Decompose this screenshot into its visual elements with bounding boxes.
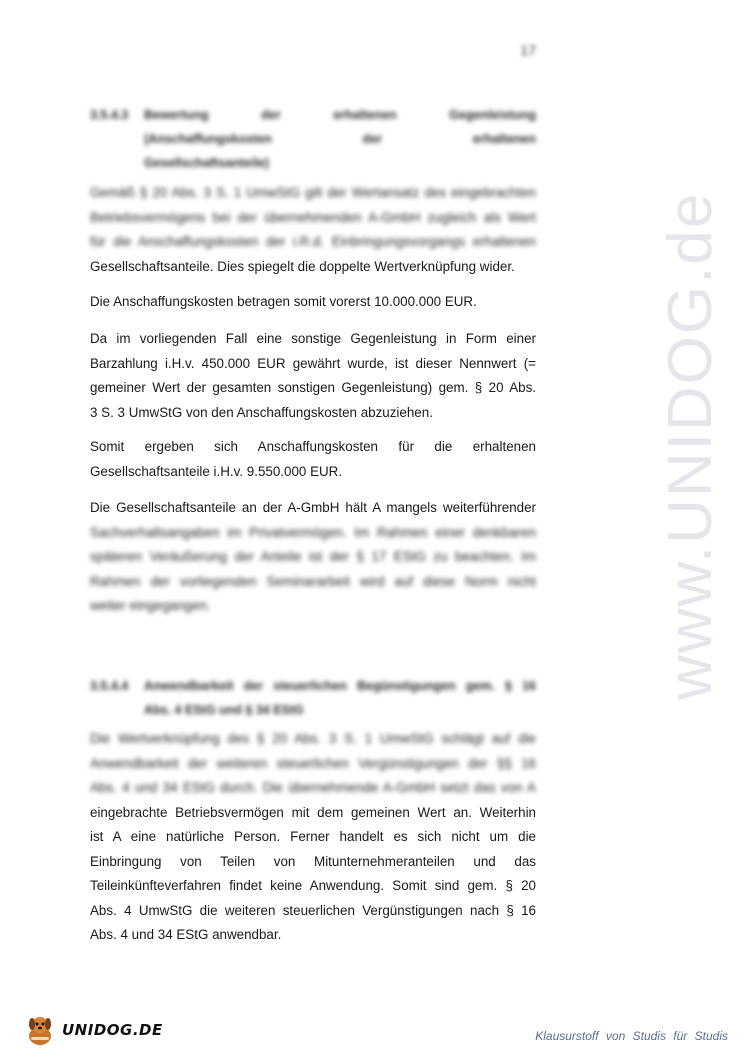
- text-line: Betriebsvermögens bei der übernehmenden A-GmbH zugleich als Wert: [90, 209, 536, 225]
- text-line: Abs. 4 und 34 EStG anwendbar.: [90, 927, 282, 942]
- text-line: Abs. 4 und 34 EStG durch. Die übernehmende A-GmbH setzt das von A: [90, 780, 536, 795]
- text-line: Barzahlung i.H.v. 450.000 EUR gewährt wurde, ist dieser Nennwert (=: [90, 355, 536, 371]
- paragraph-3: [90, 327, 536, 425]
- text-line: für die Anschaffungskosten der i.R.d. Einbringungsvorgangs erhaltenen: [90, 234, 536, 249]
- title-line: Anwendbarkeit der steuerlichen Begünstigungen gem. § 16: [144, 679, 536, 693]
- paragraph-2: [90, 290, 536, 315]
- text-line: weiter eingegangen.: [90, 598, 211, 613]
- text-line: Gemäß § 20 Abs. 3 S. 1 UmwStG gilt der Wertansatz des eingebrachten: [90, 185, 536, 200]
- section-number: 3.5.4.4: [90, 679, 129, 693]
- title-line: Gesellschaftsanteile): [144, 156, 270, 170]
- text-line: Gesellschaftsanteile. Dies spiegelt die doppelte Wertverknüpfung wider.: [90, 258, 515, 274]
- text-line: Abs. 4 UmwStG die weiteren steuerlichen Vergünstigungen nach § 16: [90, 902, 536, 918]
- text-line: eingebrachte Betriebsvermögen mit dem gemeinen Wert an. Weiterhin: [90, 804, 536, 820]
- text-line: Somit ergeben sich Anschaffungskosten für die erhaltenen: [90, 439, 536, 454]
- footer-tagline: Klausurstoff von Studis für Studis: [535, 1029, 728, 1043]
- text-line: ist A eine natürliche Person. Ferner handelt es sich nicht um die: [90, 829, 536, 844]
- dog-mascot-icon: [22, 1012, 58, 1048]
- text-line: Die Wertverknüpfung des § 20 Abs. 3 S. 1 UmwStG schlägt auf die: [90, 731, 536, 746]
- paragraph-5: [90, 496, 536, 619]
- text-line: Die Gesellschaftsanteile an der A-GmbH hält A mangels weiterführender: [90, 500, 536, 515]
- section-number: 3.5.4.3: [90, 108, 129, 122]
- title-line: (Anschaffungskosten der erhaltenen: [144, 132, 536, 146]
- text-line: Rahmen der vorliegenden Seminararbeit wird auf diese Norm nicht: [90, 573, 536, 589]
- text-line: Sachverhaltsangaben im Privatvermögen. Im Rahmen einer denkbaren: [90, 524, 536, 540]
- section-title: [144, 674, 536, 722]
- logo-text: UNIDOG.DE: [62, 1021, 163, 1039]
- paragraph-6: [90, 727, 536, 948]
- unidog-logo[interactable]: [22, 1010, 163, 1050]
- text-line: Anwendbarkeit der weiteren steuerlichen Vergünstigungen der §§ 16: [90, 755, 536, 771]
- paragraph-4: [90, 435, 536, 484]
- paragraph-1: [90, 181, 536, 279]
- section-heading-3-5-4-4: [90, 674, 536, 722]
- text-line: Da im vorliegenden Fall eine sonstige Gegenleistung in Form einer: [90, 331, 536, 346]
- watermark-text: www.UNIDOG.de: [656, 191, 725, 700]
- text-line: Die Anschaffungskosten betragen somit vorerst 10.000.000 EUR.: [90, 294, 477, 309]
- title-line: Bewertung der erhaltenen Gegenleistung: [144, 108, 536, 122]
- section-title: [144, 103, 536, 175]
- text-line: späteren Veräußerung der Anteile ist der § 17 EStG zu beachten. Im: [90, 549, 536, 564]
- text-line: Einbringung von Teilen von Mitunternehmeranteilen und das: [90, 853, 536, 869]
- title-line: Abs. 4 EStG und § 34 EStG: [144, 703, 304, 717]
- text-line: gemeiner Wert der gesamten sonstigen Gegenleistung) gem. § 20 Abs.: [90, 380, 536, 395]
- text-line: 3 S. 3 UmwStG von den Anschaffungskosten abzuziehen.: [90, 404, 433, 420]
- text-line: Teileinkünfteverfahren findet keine Anwendung. Somit sind gem. § 20: [90, 878, 536, 893]
- text-line: Gesellschaftsanteile i.H.v. 9.550.000 EUR.: [90, 463, 343, 479]
- section-heading-3-5-4-3: [90, 103, 536, 175]
- page-number: 17: [520, 42, 536, 58]
